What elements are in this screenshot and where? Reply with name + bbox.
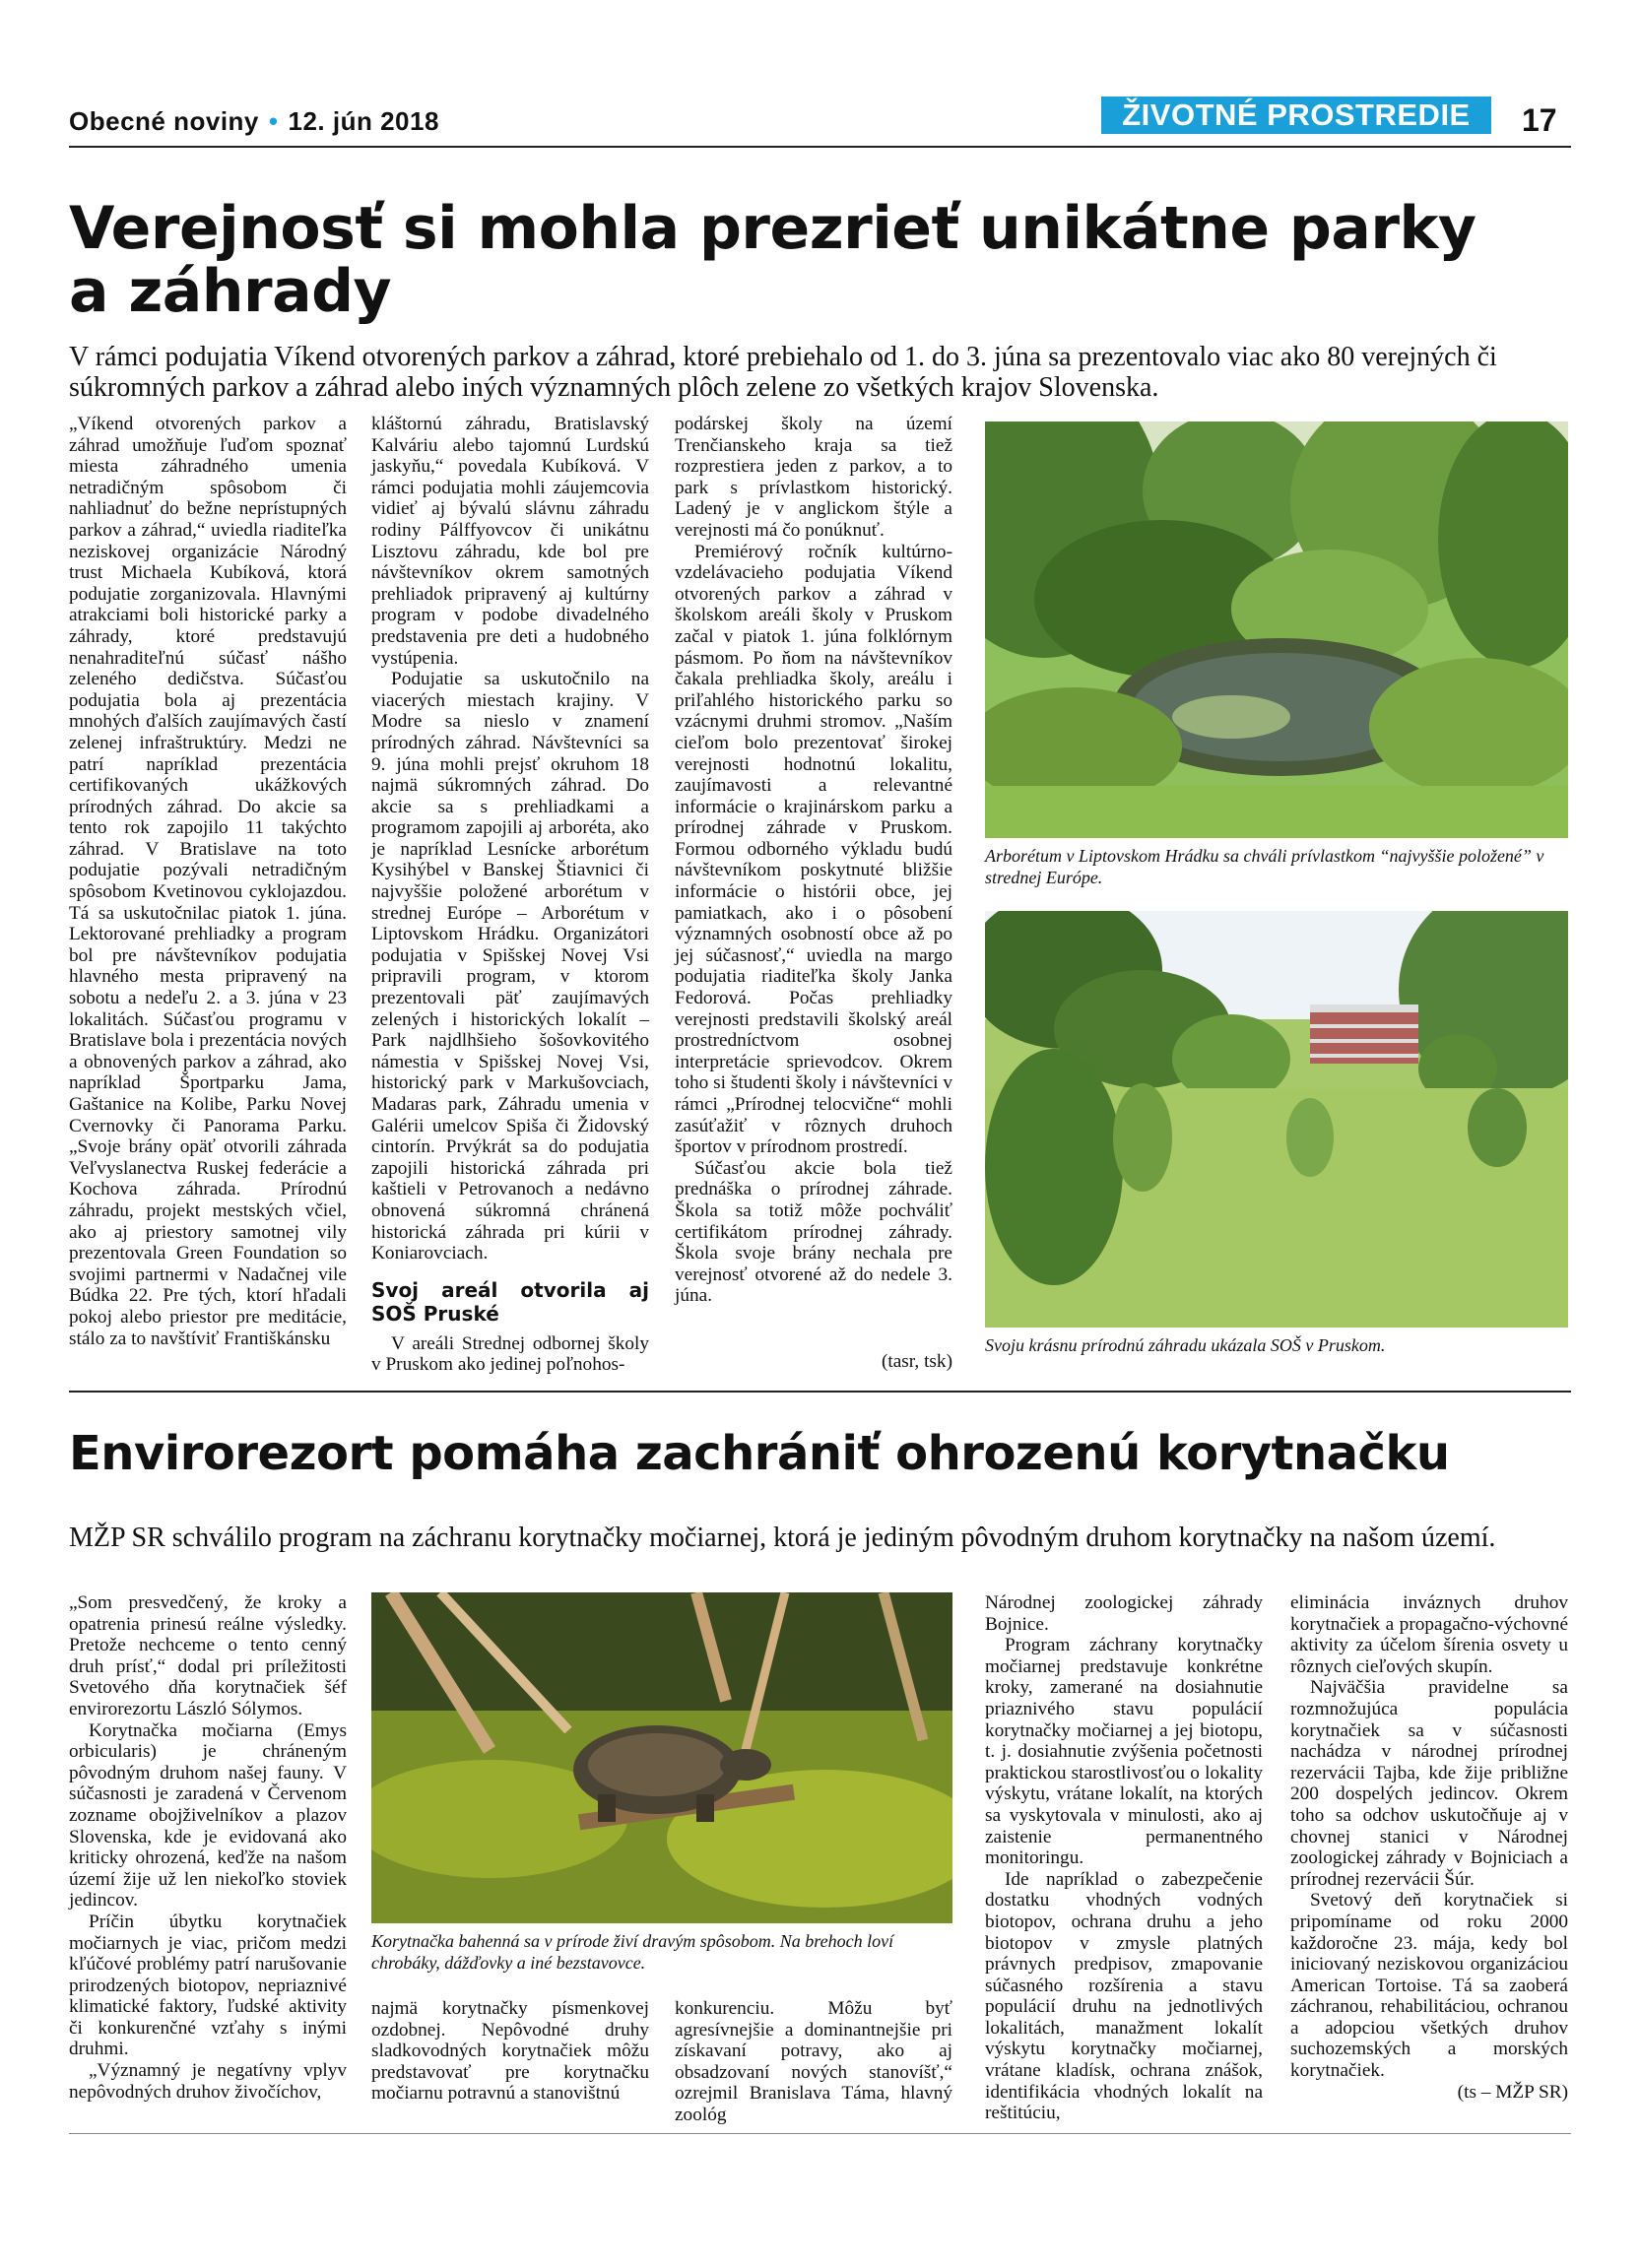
article2-lead: MŽP SR schválilo program na záchranu korytnačky močiarnej, ktorá je jediným pôvodným druhom korytnačky na našom území. [69, 1523, 1496, 1553]
article2-signature: (ts – MŽP SR) [1457, 2081, 1568, 2103]
article-divider [69, 1391, 1571, 1393]
arboretum-photo [985, 421, 1568, 838]
article1-signature: (tasr, tsk) [881, 1351, 952, 1372]
publication-name: Obecné noviny [69, 106, 259, 136]
issue-date: 12. jún 2018 [288, 106, 439, 136]
subheading: Svoj areál otvorila aj SOŠ Pruské [371, 1277, 649, 1326]
paragraph: Premiérový ročník kultúrno-vzdelávacieho podujatia Víkend otvorených parkov a záhrad v školskom areáli školy v Pruskom začal v piatok 1. júna folklórnym pásmom. Po ňom na návštevníkov čakala prehliadka školy, areálu i priľahlého historického parku so vzácnymi druhmi stromov. „Naším cieľom bolo prezentovať širokej verejnosti hodnotnú lokalitu, zaujímavosti a relevantné informácie o krajinárskom parku a prírodnej záhrade v Pruskom. Formou odborného výkladu budú návštevníkom poskytnuté bližšie informácie o histórii obce, jej pamiatkach, ako i o pôsobení významných osobností obce až po jej súčasnosť,“ uviedla na margo podujatia riaditeľka školy Janka Fedorová. Počas prehliadky verejnosti predstavili školský areál prostredníctvom osobnej interpretácie sprievodcov. Okrem toho si študenti školy i návštevníci v rámci „Prírodnej telocvične“ mohli zasúťažiť v rôznych druhoch športov v prírodnom prostredí. [675, 541, 952, 1158]
paragraph: Príčin úbytku korytnačiek močiarnych je viac, pričom medzi kľúčové problémy patrí narušovanie prirodzených biotopov, nepriaznivé klimatické faktory, ľudské aktivity či konkurenčné vzťahy s inými druhmi. [69, 1911, 347, 2060]
article2-column-2 [371, 1998, 649, 2105]
paragraph: kláštornú záhradu, Bratislavský Kalváriu alebo tajomnú Lurdskú jaskyňu,“ povedala Kubíková. V rámci podujatia mohli záujemcovia vidieť aj bývalú slávnu záhradu rodiny Pálffyovcov či unikátnu Lisztovu záhradu, kde bol pre návštevníkov okrem samotných prehliadok pripravený aj kultúrny program v podobe divadelného predstavenia pre deti a hudobného vystúpenia. [371, 414, 649, 669]
footer-rule [69, 2133, 1571, 2134]
paragraph: Podujatie sa uskutočnilo na viacerých miestach krajiny. V Modre sa nieslo v znamení prírodných záhrad. Návštevníci sa 9. júna mohli prejsť okruhom 18 najmä súkromných záhrad. Do akcie sa s prehliadkami a programom zapojili aj arboréta, ako je napríklad Lesnícke arborétum Kysihýbel v Banskej Štiavnici či najvyššie položené arborétum v strednej Európe – Arborétum v Liptovskom Hrádku. Organizátori podujatia v Spišskej Novej Vsi pripravili program, v ktorom prezentovali päť zaujímavých zelených i historických lokalít – Park najdlhšieho šošovkovitého námestia v Spišskej Novej Vsi, historický park v Markušovciach, Madaras park, Záhradu umenia v Galérii umelcov Spiša či Židovský cintorín. Prvýkrát sa do podujatia zapojili historická záhrada pri kaštieli v Petrovanoch a nedávno obnovená súkromná chránená historická záhrada pri kúrii v Koniarovciach. [371, 669, 649, 1264]
school-garden-image [985, 911, 1568, 1328]
turtle-caption: Korytnačka bahenná sa v prírode živí dravým spôsobom. Na brehoch loví chrobáky, dážďovky a iné bezstavovce. [371, 1931, 894, 1973]
paragraph: V areáli Strednej odbornej školy v Pruskom ako jedinej poľnohos- [371, 1332, 649, 1376]
arboretum-image [985, 421, 1568, 838]
header-rule [69, 146, 1571, 148]
paragraph: Korytnačka močiarna (Emys orbicularis) je chráneným pôvodným druhom našej fauny. V súčasnosti je zaradená v Červenom zozname obojživelníkov a plazov Slovenska, kde je evidovaná ako kriticky ohrozená, keďže na našom území žije už len niekoľko stoviek jedincov. [69, 1719, 347, 1912]
separator-dot: • [268, 106, 279, 136]
article2-column-4 [985, 1592, 1263, 2124]
paragraph: Národnej zoologickej záhrady Bojnice. [985, 1592, 1263, 1635]
arboretum-caption: Arborétum v Liptovskom Hrádku sa chváli prívlastkom “najvyššie položené” v strednej Európe. [985, 846, 1544, 887]
paragraph: „Víkend otvorených parkov a záhrad umožňuje ľuďom spoznať miesta záhradného umenia netradičným spôsobom či nahliadnuť do bežne neprístupných parkov a záhrad,“ uviedla riaditeľka neziskovej organizácie Národný trust Michaela Kubíková, ktorá podujatie zorganizovala. Hlavnými atrakciami boli historické parky a záhrady, ktoré predstavujú nenahraditeľnú súčasť nášho zeleného dedičstva. Súčasťou podujatia bola aj prezentácia mnohých ďalších zaujímavých častí zelenej infraštruktúry. Medzi ne patrí napríklad prezentácia certifikovaných ukážkových prírodných záhrad. Do akcie sa tento rok zapojilo 11 takýchto záhrad. V Bratislave na toto podujatie pozývali netradičným spôsobom Kvetinovou cyklojazdou. Tá sa uskutočnilac piatok 1. júna. Lektorované prehliadky a program bol pre návštevníkov podujatia hlavného mesta pripravený na sobotu a nedeľu 2. a 3. júna v 23 lokalitách. Súčasťou programu v Bratislave bola i prezentácia nových a obnovených parkov a záhrad, ako napríklad Športparku Jama, Gaštanice na Kolibe, Parku Novej Cvernovky či Panorama Parku. „Svoje brány opäť otvorili záhrada Veľvyslanectva Ruskej federácie a Kochova záhrada. Prírodnú záhradu, projekt mestských včiel, ako aj priestory samotnej vily prezentovala Green Foundation so svojimi partnermi v Nadačnej vile Búdka 22. Pre tých, ktorí hľadali pokoj alebo priestor pre meditácie, stálo za to navštíviť Františkánsku [69, 414, 347, 1349]
article2-column-5 [1290, 1592, 1568, 2103]
article1-column-2 [371, 414, 649, 1376]
section-label: ŽIVOTNÉ PROSTREDIE [1101, 97, 1491, 134]
paragraph: Program záchrany korytnačky močiarnej predstavuje konkrétne kroky, zamerané na dosiahnutie priaznivého stavu populácií korytnačky močiarnej a jej biotopu, t. j. dosiahnutie zvýšenia početnosti praktickou starostlivosťou o lokality výskytu, vrátane lokalít, na ktorých sa vyskytovala v minulosti, ako aj zaistenie permanentného monitoringu. [985, 1635, 1263, 1869]
turtle-photo [371, 1592, 952, 1923]
article1-title: Verejnosť si mohla prezrieť unikátne parky a záhrady [69, 194, 1476, 326]
article2-title: Envirorezort pomáha zachrániť ohrozenú korytnačku [69, 1426, 1450, 1481]
paragraph: najmä korytnačky písmenkovej ozdobnej. Nepôvodné druhy sladkovodných korytnačiek môžu predstavovať pre korytnačku močiarnu potravnú a stanovištnú [371, 1998, 649, 2105]
paragraph: Súčasťou akcie bola tiež prednáška o prírodnej záhrade. Škola sa totiž môže pochváliť certifikátom prírodnej záhrady. Škola svoje brány nechala pre verejnosť otvorené až do nedele 3. júna. [675, 1157, 952, 1307]
article1-column-1 [69, 414, 347, 1349]
paragraph: konkurenciu. Môžu byť agresívnejšie a dominantnejšie pri získavaní potravy, ako aj obsadzovaní nových stanovíšť,“ ozrejmil Branislava Táma, hlavný zoológ [675, 1998, 952, 2125]
article2-column-3 [675, 1998, 952, 2126]
paragraph: Najväčšia pravidelne sa rozmnožujúca populácia korytnačiek sa v súčasnosti nachádza v národnej prírodnej rezervácii Tajba, kde žije približne 200 dospelých jedincov. Okrem toho sa odchov uskutočňuje aj v chovnej stanici v Národnej zoologickej záhrady v Bojniciach a prírodnej rezervácii Šúr. [1290, 1677, 1568, 1890]
article2-column-1 [69, 1592, 347, 2103]
school-garden-caption: Svoju krásnu prírodnú záhradu ukázala SOŠ v Pruskom. [985, 1335, 1386, 1355]
article1-lead: V rámci podujatia Víkend otvorených parkov a záhrad, ktoré prebiehalo od 1. do 3. júna sa prezentovalo viac ako 80 verejných či súkromných parkov a záhrad alebo iných významných plôch zelene zo všetkých krajov Slovenska. [69, 342, 1497, 403]
masthead [69, 106, 439, 137]
paragraph: podárskej školy na území Trenčianskeho kraja sa tiež rozprestiera jeden z parkov, a to park s prívlastkom historický. Ladený je v anglickom štýle a verejnosti má čo ponúknuť. [675, 414, 952, 541]
paragraph: Ide napríklad o zabezpečenie dostatku vhodných vodných biotopov, ochrana druhu a jeho biotopov v zmysle platných právnych predpisov, zmapovanie súčasného rozšírenia a stavu populácií druhu na jednotlivých lokalitách, manažment lokalít výskytu korytnačky močiarnej, vrátane kladísk, ochrana znášok, identifikácia vhodných lokalít na reštitúciu, [985, 1868, 1263, 2124]
school-garden-photo [985, 911, 1568, 1328]
turtle-image [371, 1592, 952, 1923]
page-number: 17 [1522, 102, 1557, 138]
paragraph: „Významný je negatívny vplyv nepôvodných druhov živočíchov, [69, 2060, 347, 2103]
article1-column-3 [675, 414, 952, 1307]
paragraph: Svetový deň korytnačiek si pripomíname od roku 2000 každoročne 23. mája, kedy bol iniciovaný neziskovou organizáciou American Tortoise. Tá sa zaoberá záchranou, rehabilitáciou, ochranou a adopciou všetkých druhov suchozemských a morských korytnačiek. [1290, 1890, 1568, 2082]
paragraph: eliminácia inváznych druhov korytnačiek a propagačno-výchovné aktivity za účelom šírenia osvety u rôznych cieľových skupín. [1290, 1592, 1568, 1677]
paragraph: „Som presvedčený, že kroky a opatrenia prinesú reálne výsledky. Pretože nechceme o tento cenný druh prísť,“ dodal pri príležitosti Svetového dňa korytnačiek šéf envirorezortu László Sólymos. [69, 1592, 347, 1719]
